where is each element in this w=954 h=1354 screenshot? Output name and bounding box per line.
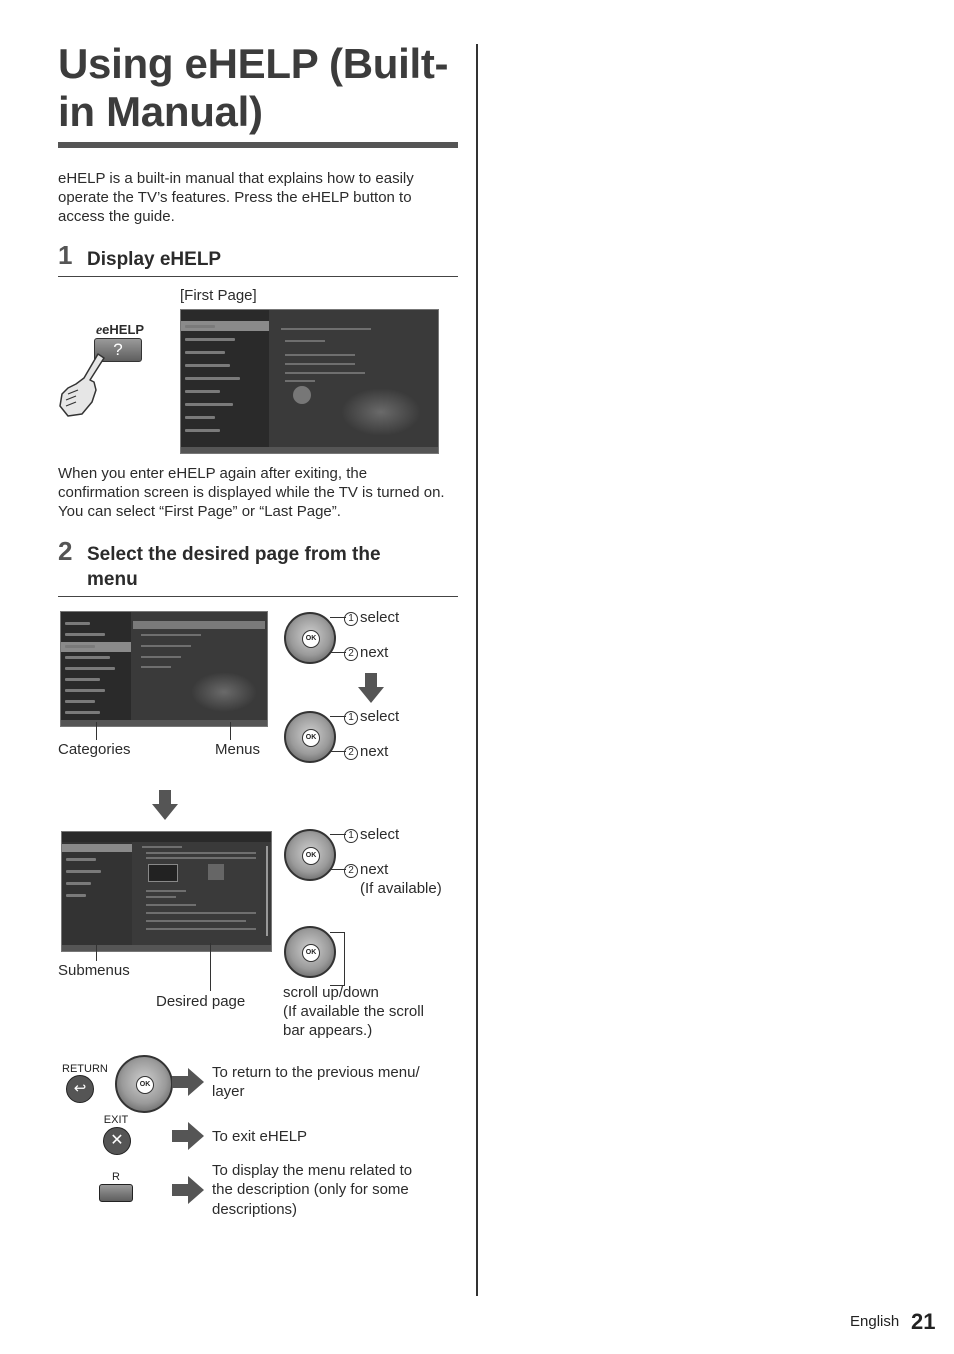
ok-button[interactable]: OK	[136, 1076, 154, 1094]
intro-paragraph: eHELP is a built-in manual that explains how to easily operate the TV’s features. Press the eHELP button to access the guide.	[58, 170, 414, 225]
scroll-label-line-3: bar appears.)	[283, 1022, 373, 1039]
return-description-line-1: To return to the previous menu/	[212, 1064, 420, 1081]
ok-button[interactable]: OK	[302, 847, 320, 865]
step-1-title: Display eHELP	[87, 249, 222, 270]
step-num-1: 1	[344, 711, 358, 725]
exit-button-label: EXIT	[103, 1114, 129, 1126]
return-button-label: RETURN	[62, 1063, 108, 1075]
step-num-2: 2	[344, 746, 358, 760]
step-num-2: 2	[344, 647, 358, 661]
step-num-1: 1	[344, 612, 358, 626]
menus-label: Menus	[215, 741, 261, 758]
r-button-label: R	[112, 1171, 120, 1183]
r-description-line-1: To display the menu related to	[212, 1162, 413, 1179]
first-page-label: [First Page]	[180, 287, 257, 304]
right-arrow-icon	[172, 1122, 204, 1150]
step-num-2: 2	[344, 864, 358, 878]
ehelp-submenu-screenshot	[61, 831, 272, 952]
if-available-label: (If available)	[360, 880, 442, 897]
right-arrow-icon	[172, 1176, 204, 1204]
desired-page-pointer	[210, 943, 211, 991]
return-icon: ↩	[73, 1080, 87, 1097]
next-text: next	[360, 644, 389, 661]
select-label	[344, 708, 399, 725]
cursor-pad[interactable]	[115, 1055, 173, 1113]
r-button[interactable]	[99, 1184, 133, 1202]
step-1-number: 1	[58, 240, 73, 270]
ok-button[interactable]: OK	[302, 630, 320, 648]
cursor-pad[interactable]	[284, 829, 336, 881]
next-text: next	[360, 861, 389, 878]
exit-button[interactable]	[103, 1127, 131, 1155]
step-2-title-line-2: menu	[87, 569, 138, 590]
select-text: select	[360, 609, 400, 626]
select-label	[344, 609, 399, 626]
ehelp-menu-screenshot	[60, 611, 268, 727]
ok-button[interactable]: OK	[302, 729, 320, 747]
page-title: Using eHELP (Built-in Manual)	[58, 40, 449, 135]
footer-language: English	[850, 1313, 900, 1330]
column-divider	[476, 44, 478, 1296]
pointing-hand-icon	[56, 350, 112, 420]
next-text: next	[360, 743, 389, 760]
return-button[interactable]	[66, 1075, 94, 1103]
cursor-pad[interactable]	[284, 612, 336, 664]
cursor-pad-scroll[interactable]	[284, 926, 336, 978]
step-1-note: When you enter eHELP again after exiting, the confirmation screen is displayed while the TV is turned on. You can select “First Page” or “Last Page”.	[58, 465, 445, 520]
step-2-title-line-1: Select the desired page from the	[87, 544, 381, 565]
scroll-bracket	[330, 932, 345, 986]
next-label	[344, 743, 388, 760]
down-arrow-icon	[152, 790, 178, 820]
down-arrow-icon	[358, 673, 384, 703]
scroll-label-line-2: (If available the scroll	[283, 1003, 424, 1020]
r-description-line-2: the description (only for some	[212, 1181, 409, 1198]
select-text: select	[360, 708, 400, 725]
menus-pointer	[230, 722, 231, 740]
select-label	[344, 826, 399, 843]
categories-label: Categories	[58, 741, 131, 758]
next-label	[344, 644, 388, 661]
ehelp-first-page-screenshot	[180, 309, 439, 454]
return-description-line-2: layer	[212, 1083, 245, 1100]
ehelp-button-label-text: eHELP	[102, 322, 145, 337]
step-1-rule	[58, 276, 458, 277]
ok-button[interactable]: OK	[302, 944, 320, 962]
step-2-rule	[58, 596, 458, 597]
select-text: select	[360, 826, 400, 843]
title-underline	[58, 142, 458, 148]
exit-description: To exit eHELP	[212, 1128, 308, 1145]
next-label	[344, 861, 388, 878]
ehelp-button-label: eeHELP	[95, 322, 145, 338]
submenus-pointer	[96, 943, 97, 961]
question-icon: ?	[113, 340, 123, 359]
categories-pointer	[96, 722, 97, 740]
scroll-label-line-1: scroll up/down	[283, 984, 379, 1001]
step-num-1: 1	[344, 829, 358, 843]
submenus-label: Submenus	[58, 962, 130, 979]
desired-page-label: Desired page	[156, 993, 246, 1010]
r-description-line-3: descriptions)	[212, 1201, 298, 1218]
page-number: 21	[911, 1309, 936, 1334]
step-2-number: 2	[58, 536, 73, 566]
cursor-pad[interactable]	[284, 711, 336, 763]
right-arrow-icon	[172, 1068, 204, 1096]
close-icon: ✕	[110, 1132, 124, 1149]
